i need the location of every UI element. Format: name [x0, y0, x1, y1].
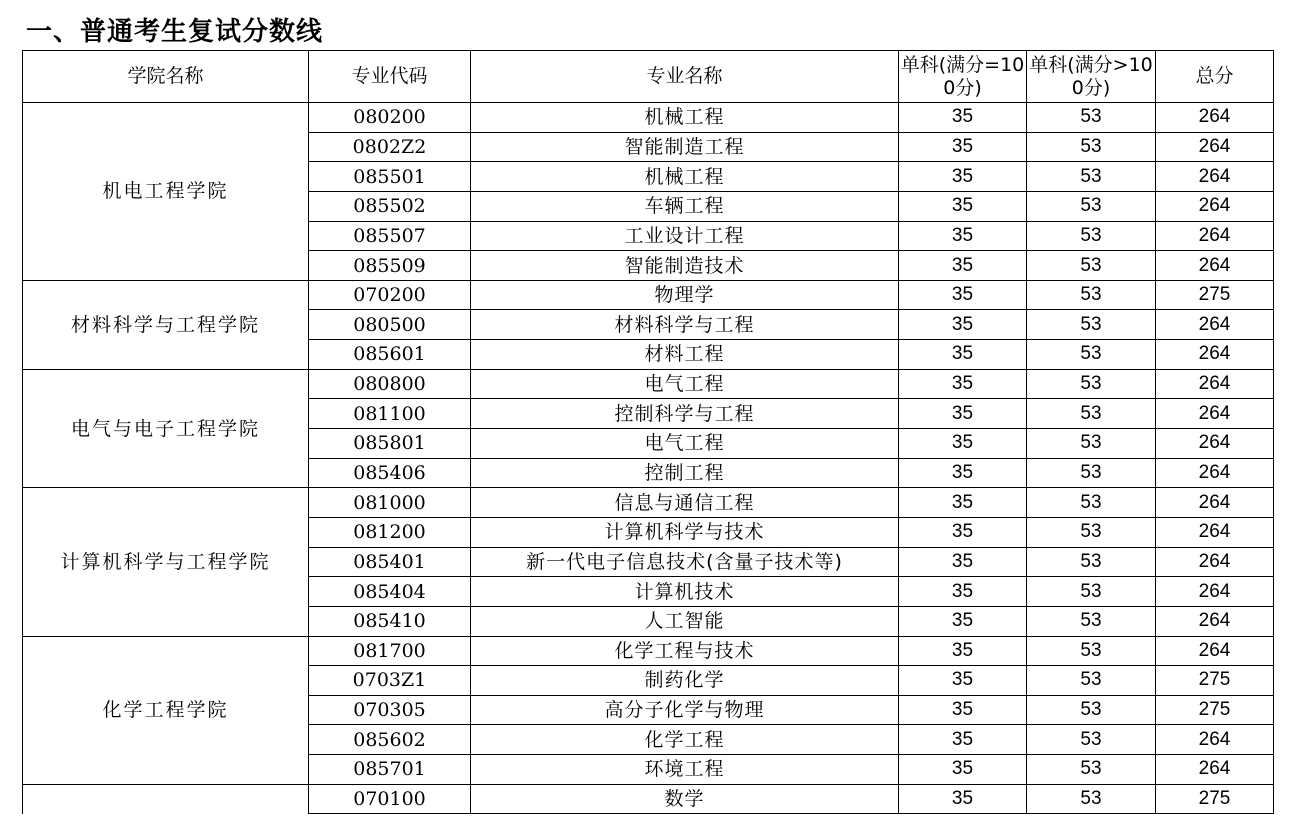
- total-score-cell: 264: [1156, 162, 1274, 192]
- single-100-cell: 35: [899, 517, 1027, 547]
- college-name-cell: 化学工程学院: [23, 636, 309, 784]
- major-code-cell: 085401: [309, 547, 471, 577]
- single-100-cell: 35: [899, 103, 1027, 133]
- major-name-cell: 物理学: [471, 280, 899, 310]
- score-table: [22, 50, 1274, 814]
- single-100-cell: 35: [899, 606, 1027, 636]
- single-100-cell: 35: [899, 369, 1027, 399]
- major-name-cell: 工业设计工程: [471, 221, 899, 251]
- page-title: 一、普通考生复试分数线: [26, 17, 324, 47]
- major-name-cell: 材料科学与工程: [471, 310, 899, 340]
- major-name-cell: 智能制造工程: [471, 132, 899, 162]
- college-name-cell: [23, 784, 309, 814]
- major-code-cell: 070100: [309, 784, 471, 814]
- single-gt100-cell: 53: [1027, 221, 1156, 251]
- table-body: [23, 103, 1274, 814]
- major-name-cell: 机械工程: [471, 162, 899, 192]
- major-code-cell: 085601: [309, 340, 471, 370]
- single-gt100-cell: 53: [1027, 458, 1156, 488]
- total-score-cell: 264: [1156, 606, 1274, 636]
- table-row: [23, 784, 1274, 814]
- major-code-cell: 085602: [309, 725, 471, 755]
- single-gt100-cell: 53: [1027, 517, 1156, 547]
- major-name-cell: 信息与通信工程: [471, 488, 899, 518]
- table-row: [23, 636, 1274, 666]
- single-100-cell: 35: [899, 695, 1027, 725]
- single-gt100-cell: 53: [1027, 547, 1156, 577]
- major-name-cell: 材料工程: [471, 340, 899, 370]
- major-name-cell: 计算机技术: [471, 577, 899, 607]
- major-name-cell: 高分子化学与物理: [471, 695, 899, 725]
- header-single-100: 单科(满分=100分): [899, 51, 1027, 103]
- total-score-cell: 264: [1156, 369, 1274, 399]
- total-score-cell: 275: [1156, 695, 1274, 725]
- major-name-cell: 人工智能: [471, 606, 899, 636]
- single-100-cell: 35: [899, 162, 1027, 192]
- total-score-cell: 264: [1156, 725, 1274, 755]
- single-100-cell: 35: [899, 666, 1027, 696]
- major-code-cell: 080500: [309, 310, 471, 340]
- total-score-cell: 264: [1156, 340, 1274, 370]
- major-name-cell: 电气工程: [471, 369, 899, 399]
- major-name-cell: 化学工程: [471, 725, 899, 755]
- single-100-cell: 35: [899, 429, 1027, 459]
- major-name-cell: 电气工程: [471, 429, 899, 459]
- single-100-cell: 35: [899, 310, 1027, 340]
- total-score-cell: 264: [1156, 517, 1274, 547]
- single-100-cell: 35: [899, 755, 1027, 785]
- single-gt100-cell: 53: [1027, 636, 1156, 666]
- major-code-cell: 085701: [309, 755, 471, 785]
- total-score-cell: 264: [1156, 132, 1274, 162]
- header-code: 专业代码: [309, 51, 471, 103]
- total-score-cell: 264: [1156, 547, 1274, 577]
- total-score-cell: 264: [1156, 755, 1274, 785]
- single-100-cell: 35: [899, 725, 1027, 755]
- major-name-cell: 制药化学: [471, 666, 899, 696]
- single-100-cell: 35: [899, 221, 1027, 251]
- single-gt100-cell: 53: [1027, 103, 1156, 133]
- total-score-cell: 264: [1156, 488, 1274, 518]
- single-100-cell: 35: [899, 784, 1027, 814]
- total-score-cell: 264: [1156, 399, 1274, 429]
- single-gt100-cell: 53: [1027, 666, 1156, 696]
- header-single-gt100: 单科(满分>100分): [1027, 51, 1156, 103]
- single-gt100-cell: 53: [1027, 369, 1156, 399]
- header-college: 学院名称: [23, 51, 309, 103]
- total-score-cell: 264: [1156, 191, 1274, 221]
- total-score-cell: 264: [1156, 636, 1274, 666]
- major-code-cell: 085404: [309, 577, 471, 607]
- total-score-cell: 264: [1156, 221, 1274, 251]
- single-100-cell: 35: [899, 547, 1027, 577]
- table-row: [23, 488, 1274, 518]
- header-total: 总分: [1156, 51, 1274, 103]
- single-100-cell: 35: [899, 191, 1027, 221]
- single-100-cell: 35: [899, 636, 1027, 666]
- total-score-cell: 264: [1156, 577, 1274, 607]
- major-code-cell: 070305: [309, 695, 471, 725]
- major-name-cell: 新一代电子信息技术(含量子技术等): [471, 547, 899, 577]
- single-gt100-cell: 53: [1027, 191, 1156, 221]
- single-gt100-cell: 53: [1027, 162, 1156, 192]
- single-gt100-cell: 53: [1027, 340, 1156, 370]
- total-score-cell: 264: [1156, 458, 1274, 488]
- total-score-cell: 275: [1156, 784, 1274, 814]
- major-name-cell: 化学工程与技术: [471, 636, 899, 666]
- major-code-cell: 081000: [309, 488, 471, 518]
- table-row: [23, 369, 1274, 399]
- single-100-cell: 35: [899, 458, 1027, 488]
- major-code-cell: 070200: [309, 280, 471, 310]
- major-code-cell: 0703Z1: [309, 666, 471, 696]
- major-code-cell: 081100: [309, 399, 471, 429]
- single-gt100-cell: 53: [1027, 784, 1156, 814]
- single-gt100-cell: 53: [1027, 725, 1156, 755]
- single-gt100-cell: 53: [1027, 488, 1156, 518]
- single-100-cell: 35: [899, 399, 1027, 429]
- major-name-cell: 控制科学与工程: [471, 399, 899, 429]
- college-name-cell: 机电工程学院: [23, 103, 309, 281]
- college-name-cell: 电气与电子工程学院: [23, 369, 309, 488]
- single-100-cell: 35: [899, 132, 1027, 162]
- total-score-cell: 264: [1156, 103, 1274, 133]
- major-code-cell: 085406: [309, 458, 471, 488]
- major-name-cell: 车辆工程: [471, 191, 899, 221]
- major-code-cell: 085509: [309, 251, 471, 281]
- major-code-cell: 085801: [309, 429, 471, 459]
- major-name-cell: 计算机科学与技术: [471, 517, 899, 547]
- table-row: [23, 280, 1274, 310]
- single-gt100-cell: 53: [1027, 429, 1156, 459]
- major-code-cell: 0802Z2: [309, 132, 471, 162]
- single-100-cell: 35: [899, 340, 1027, 370]
- total-score-cell: 264: [1156, 251, 1274, 281]
- major-name-cell: 智能制造技术: [471, 251, 899, 281]
- table-header-row: [23, 51, 1274, 103]
- single-gt100-cell: 53: [1027, 695, 1156, 725]
- single-gt100-cell: 53: [1027, 606, 1156, 636]
- single-gt100-cell: 53: [1027, 280, 1156, 310]
- major-code-cell: 085410: [309, 606, 471, 636]
- major-name-cell: 机械工程: [471, 103, 899, 133]
- single-gt100-cell: 53: [1027, 399, 1156, 429]
- single-gt100-cell: 53: [1027, 755, 1156, 785]
- major-code-cell: 085507: [309, 221, 471, 251]
- major-code-cell: 080800: [309, 369, 471, 399]
- single-100-cell: 35: [899, 488, 1027, 518]
- header-major: 专业名称: [471, 51, 899, 103]
- total-score-cell: 264: [1156, 310, 1274, 340]
- single-100-cell: 35: [899, 577, 1027, 607]
- single-gt100-cell: 53: [1027, 132, 1156, 162]
- college-name-cell: 计算机科学与工程学院: [23, 488, 309, 636]
- single-100-cell: 35: [899, 280, 1027, 310]
- total-score-cell: 275: [1156, 280, 1274, 310]
- major-name-cell: 控制工程: [471, 458, 899, 488]
- total-score-cell: 275: [1156, 666, 1274, 696]
- single-gt100-cell: 53: [1027, 577, 1156, 607]
- single-gt100-cell: 53: [1027, 251, 1156, 281]
- single-100-cell: 35: [899, 251, 1027, 281]
- major-code-cell: 085501: [309, 162, 471, 192]
- major-name-cell: 数学: [471, 784, 899, 814]
- table-row: [23, 103, 1274, 133]
- single-gt100-cell: 53: [1027, 310, 1156, 340]
- major-code-cell: 081700: [309, 636, 471, 666]
- major-code-cell: 081200: [309, 517, 471, 547]
- total-score-cell: 264: [1156, 429, 1274, 459]
- major-name-cell: 环境工程: [471, 755, 899, 785]
- major-code-cell: 080200: [309, 103, 471, 133]
- major-code-cell: 085502: [309, 191, 471, 221]
- college-name-cell: 材料科学与工程学院: [23, 280, 309, 369]
